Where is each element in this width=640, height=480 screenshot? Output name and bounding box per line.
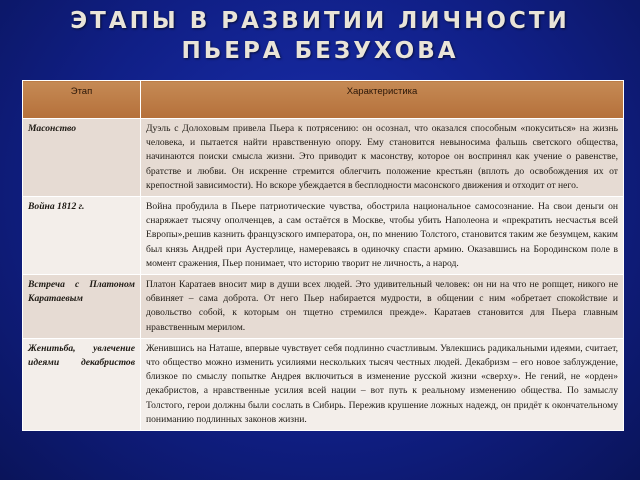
slide-title	[0, 6, 640, 66]
stage-name: Женитьба, увлечение идеями декабристов	[23, 338, 141, 430]
header-characteristic: Характеристика	[141, 81, 624, 119]
stage-name: Масонство	[23, 119, 141, 197]
title-line-2: ПЬЕРА БЕЗУХОВА	[181, 38, 459, 64]
stage-name: Война 1812 г.	[23, 197, 141, 275]
table-row	[23, 338, 624, 430]
header-stage: Этап	[23, 81, 141, 119]
stages-table	[22, 80, 624, 431]
table-row	[23, 197, 624, 275]
stage-name: Встреча с Платоном Каратаевым	[23, 275, 141, 339]
stage-description: Дуэль с Долоховым привела Пьера к потрясению: он осознал, что оказался способным «покуситься» на жизнь человека, и пытается найти нравственную опору. Ему становится невыносима фальшь светского общества, начинаются поиски смысла жизни. Это приводит к масонству, которое он воспринял как учение о равенстве, братстве и любви. Он искренне стремится облегчить положение крестьян (вплоть до освобождения их от крепостной зависимости). Но вскоре убеждается в бесплодности масонского движения и отходит от него.	[141, 119, 624, 197]
stage-description: Война пробудила в Пьере патриотические чувства, обострила национальное самосознание. На свои деньги он снаряжает тысячу ополченцев, а сам остаётся в Москве, чтобы убить Наполеона и «прекратить несчастья всей Европы»,решив казнить французского императора, он, по мнению Толстого, становится таким же безумцем, каким был князь Андрей при Аустерлице, намереваясь в одиночку спасти армию. Оказавшись на Бородинском поле в момент сражения, Пьер понимает, что историю творит не личность, а народ.	[141, 197, 624, 275]
stage-description: Женившись на Наташе, впервые чувствует себя подлинно счастливым. Увлекшись радикальными идеями, считает, что общество можно изменить усилиями нескольких тысяч честных людей. Декабризм – его новое заблуждение, близкое по смыслу попытке Андрея включиться в изменение русской жизни «сверху». Не гений, не «орден» декабристов, а нравственные усилия всей нации – вот путь к реальному изменению общества. По замыслу Толстого, герои должны были сослать в Сибирь. Пережив крушение ложных надежд, он придёт к окончательному пониманию подлинных законов жизни.	[141, 338, 624, 430]
stage-description: Платон Каратаев вносит мир в души всех людей. Это удивительный человек: он ни на что не ропщет, никого не обвиняет – сама доброта. От него Пьер набирается мудрости, в общении с ним «обретает спокойствие и довольство собой, к которым он тщетно стремился прежде». Каратаев становится для Пьера главным нравственным мерилом.	[141, 275, 624, 339]
title-line-1: ЭТАПЫ В РАЗВИТИИ ЛИЧНОСТИ	[70, 8, 570, 34]
table-row	[23, 275, 624, 339]
table-row	[23, 119, 624, 197]
table-header-row	[23, 81, 624, 119]
